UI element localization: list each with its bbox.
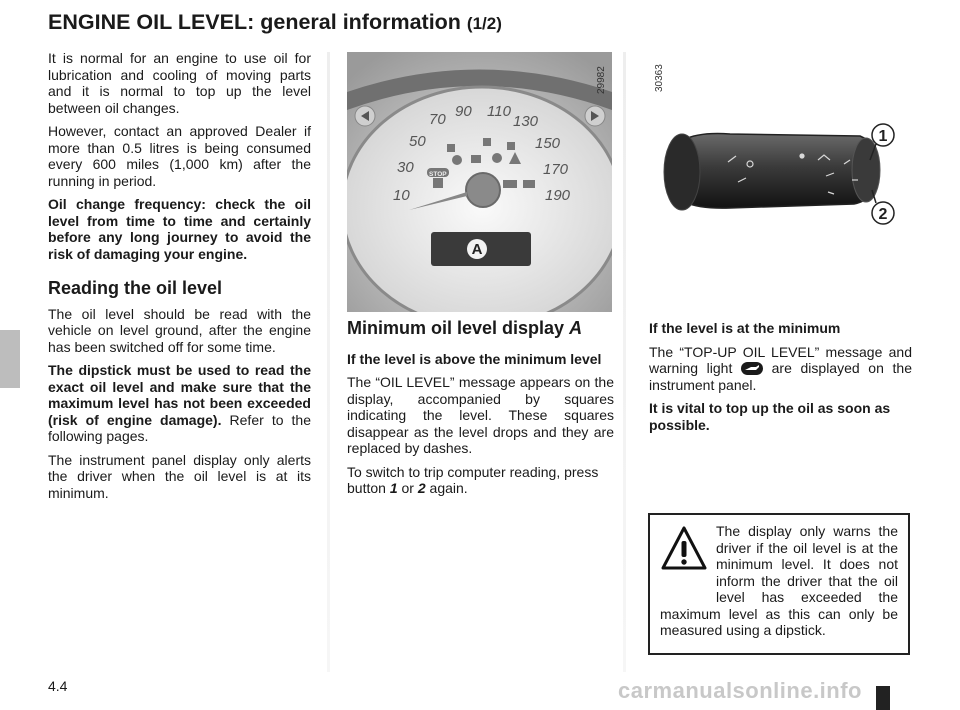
speed-tick: 10 — [393, 187, 410, 204]
reading-heading: Reading the oil level — [48, 278, 223, 298]
speed-tick: 170 — [543, 161, 569, 178]
trip-text: To switch to trip computer reading, press button — [347, 463, 599, 496]
dashboard-figure — [347, 52, 612, 312]
min-display-heading-text: Minimum oil level display — [347, 318, 570, 338]
above-min-subheading: If the level is above the minimum level — [347, 350, 602, 367]
watermark: carmanualsonline.info — [618, 678, 862, 703]
title-part: (1/2) — [466, 14, 502, 33]
left-column — [48, 50, 311, 508]
button-2-ref: 2 — [417, 480, 426, 496]
middle-column — [347, 320, 614, 504]
min-display-heading-letter: A — [569, 318, 583, 338]
title-main: ENGINE OIL LEVEL — [48, 10, 248, 34]
min-display-heading — [347, 320, 614, 337]
page-title — [48, 10, 502, 35]
at-min-heading: If the level is at the minimum — [649, 320, 841, 336]
reading-paragraph-3: The instrument panel display only alerts the driver when the oil level is at its minimum. — [48, 451, 311, 501]
stop-label: STOP — [429, 171, 447, 178]
speed-tick: 150 — [535, 135, 561, 152]
stalk-figure — [630, 52, 912, 312]
callout-2: 2 — [878, 206, 888, 223]
page-number: 4.4 — [48, 678, 68, 694]
right-column — [649, 320, 912, 440]
speed-tick: 30 — [397, 159, 414, 176]
top-up-paragraph — [649, 344, 912, 394]
dipstick-warning: The dipstick must be used to read the exact oil level and make sure that the maximum level has not been exceeded (risk of engine damage). — [48, 362, 311, 428]
oil-can-icon — [741, 362, 763, 375]
reading-paragraph-2 — [48, 362, 311, 445]
warning-triangle-icon — [660, 525, 708, 573]
page-edge-mark — [876, 686, 890, 710]
displayed-text: are displayed on the instrument panel. — [649, 360, 912, 393]
warning-text-content: The display only warns the driver if the oil level is at the minimum level. It does not inform the driver that the oil level has exceeded the maximum level as this can only be measured using a dipstick. — [660, 523, 898, 638]
stalk-illustration — [630, 52, 912, 312]
intro-paragraph-2: However, contact an approved Dealer if more than 0.5 litres is being consumed every 600 miles (1,000 km) after the running in period. — [48, 123, 311, 189]
again-text: again. — [425, 480, 468, 496]
callout-1: 1 — [878, 128, 888, 145]
figure-number: 30363 — [654, 64, 665, 92]
speed-tick: 90 — [455, 103, 472, 120]
callout-a: A — [471, 241, 483, 258]
reading-paragraph-1: The oil level should be read with the vehicle on level ground, after the engine has been switched off for some time. — [48, 305, 311, 355]
refer-text: Refer to the following pages. — [48, 411, 311, 444]
top-up-text: The “TOP-UP OIL LEVEL” message and warning light — [649, 343, 912, 376]
dashboard-illustration — [347, 52, 612, 312]
column-divider — [623, 52, 626, 672]
column-divider — [327, 52, 330, 672]
title-rest: : general information — [247, 10, 461, 34]
speed-tick: 130 — [513, 113, 539, 130]
speed-tick: 110 — [487, 103, 511, 120]
trip-computer-paragraph — [347, 464, 614, 497]
warning-box — [648, 513, 910, 655]
speed-tick: 50 — [409, 133, 426, 150]
figure-number: 29982 — [596, 66, 607, 94]
intro-paragraph-1: It is normal for an engine to use oil for lubrication and cooling of moving parts and it is normal to top up the level between oil changes. — [48, 50, 311, 116]
oil-level-message-paragraph: The “OIL LEVEL” message appears on the display, accompanied by squares indicating the level. These squares disappear as the level drops and they are replaced by dashes. — [347, 374, 614, 456]
button-1-ref: 1 — [389, 480, 398, 496]
needle-hub — [466, 173, 500, 207]
speed-tick: 70 — [429, 111, 446, 128]
speed-tick: 190 — [545, 187, 571, 204]
or-text: or — [397, 480, 418, 496]
oil-change-frequency: Oil change frequency: check the oil level from time to time and certainly before any long journey to avoid the risk of damaging your engine. — [48, 196, 311, 262]
vital-paragraph: It is vital to top up the oil as soon as possible. — [649, 400, 891, 433]
chapter-tab — [0, 330, 20, 388]
